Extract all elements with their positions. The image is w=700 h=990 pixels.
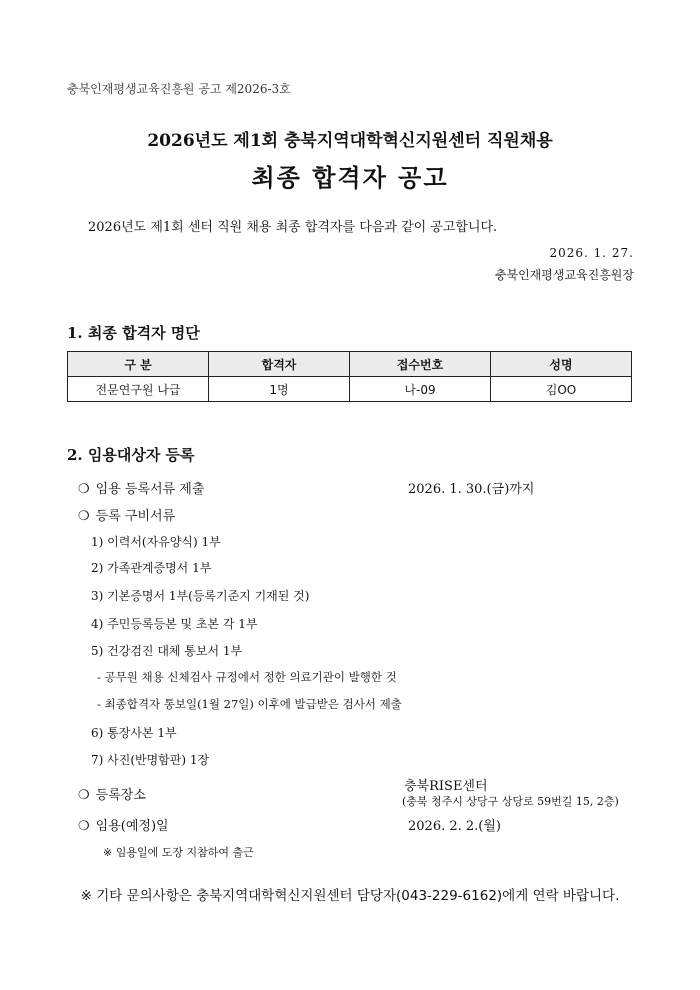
notice-date: 2026. 1. 27. bbox=[549, 246, 634, 260]
column-header: 구 분 bbox=[68, 352, 209, 377]
column-header: 성명 bbox=[491, 352, 632, 377]
docs-label: 등록 구비서류 bbox=[95, 509, 176, 524]
result-table bbox=[67, 351, 632, 402]
place-label: 등록장소 bbox=[95, 788, 146, 803]
table-cell: 1명 bbox=[209, 377, 350, 402]
bullet-icon: ❍ bbox=[78, 509, 90, 524]
submission-label: 임용 등록서류 제출 bbox=[95, 482, 205, 497]
table-cell: 김OO bbox=[491, 377, 632, 402]
doc-item: 4) 주민등록등본 및 초본 각 1부 bbox=[91, 617, 258, 631]
appointment-note: ※ 임용일에 도장 지참하여 출근 bbox=[103, 846, 254, 859]
table-row bbox=[68, 377, 632, 402]
appointment-date: 2026. 2. 2.(월) bbox=[408, 819, 501, 834]
doc-subitem: - 공무원 채용 신체검사 규정에서 정한 의료기관이 발행한 것 bbox=[97, 670, 397, 684]
place-name: 충북RISE센터 bbox=[404, 779, 488, 794]
table-cell: 전문연구원 나급 bbox=[68, 377, 209, 402]
section-2-heading: 2. 임용대상자 등록 bbox=[67, 446, 195, 464]
appointment-label: 임용(예정)일 bbox=[95, 819, 169, 834]
place-item bbox=[78, 784, 146, 803]
intro-text: 2026년도 제1회 센터 직원 채용 최종 합격자를 다음과 같이 공고합니다. bbox=[88, 220, 498, 235]
doc-item: 3) 기본증명서 1부(등록기준지 기재된 것) bbox=[91, 589, 310, 603]
place-address: (충북 청주시 상당구 상당로 59번길 15, 2층) bbox=[402, 795, 619, 808]
appointment-item bbox=[78, 815, 169, 834]
bullet-icon: ❍ bbox=[78, 819, 90, 834]
column-header: 접수번호 bbox=[350, 352, 491, 377]
submission-item bbox=[78, 478, 204, 497]
issuer: 충북인재평생교육진흥원장 bbox=[494, 268, 634, 282]
doc-item: 1) 이력서(자유양식) 1부 bbox=[91, 535, 221, 549]
column-header: 합격자 bbox=[209, 352, 350, 377]
table-header-row bbox=[68, 352, 632, 377]
document-title: 2026년도 제1회 충북지역대학혁신지원센터 직원채용 bbox=[147, 131, 553, 151]
bullet-icon: ❍ bbox=[78, 482, 90, 497]
submission-date: 2026. 1. 30.(금)까지 bbox=[408, 482, 535, 497]
doc-item: 2) 가족관계증명서 1부 bbox=[91, 561, 212, 575]
doc-subitem: - 최종합격자 통보일(1월 27일) 이후에 발급받은 검사서 제출 bbox=[97, 697, 402, 711]
notice-number: 충북인재평생교육진흥원 공고 제2026-3호 bbox=[67, 82, 291, 96]
doc-item: 6) 통장사본 1부 bbox=[91, 726, 177, 740]
contact-footer: ※ 기타 문의사항은 충북지역대학혁신지원센터 담당자(043-229-6162)에게 연락 바랍니다. bbox=[80, 888, 620, 904]
section-1-heading: 1. 최종 합격자 명단 bbox=[67, 324, 200, 342]
doc-item: 5) 건강검진 대체 통보서 1부 bbox=[91, 644, 243, 658]
table-cell: 나-09 bbox=[350, 377, 491, 402]
doc-item: 7) 사진(반명함판) 1장 bbox=[91, 753, 210, 767]
bullet-icon: ❍ bbox=[78, 788, 90, 803]
document-subtitle: 최종 합격자 공고 bbox=[251, 163, 449, 192]
docs-item bbox=[78, 505, 175, 524]
